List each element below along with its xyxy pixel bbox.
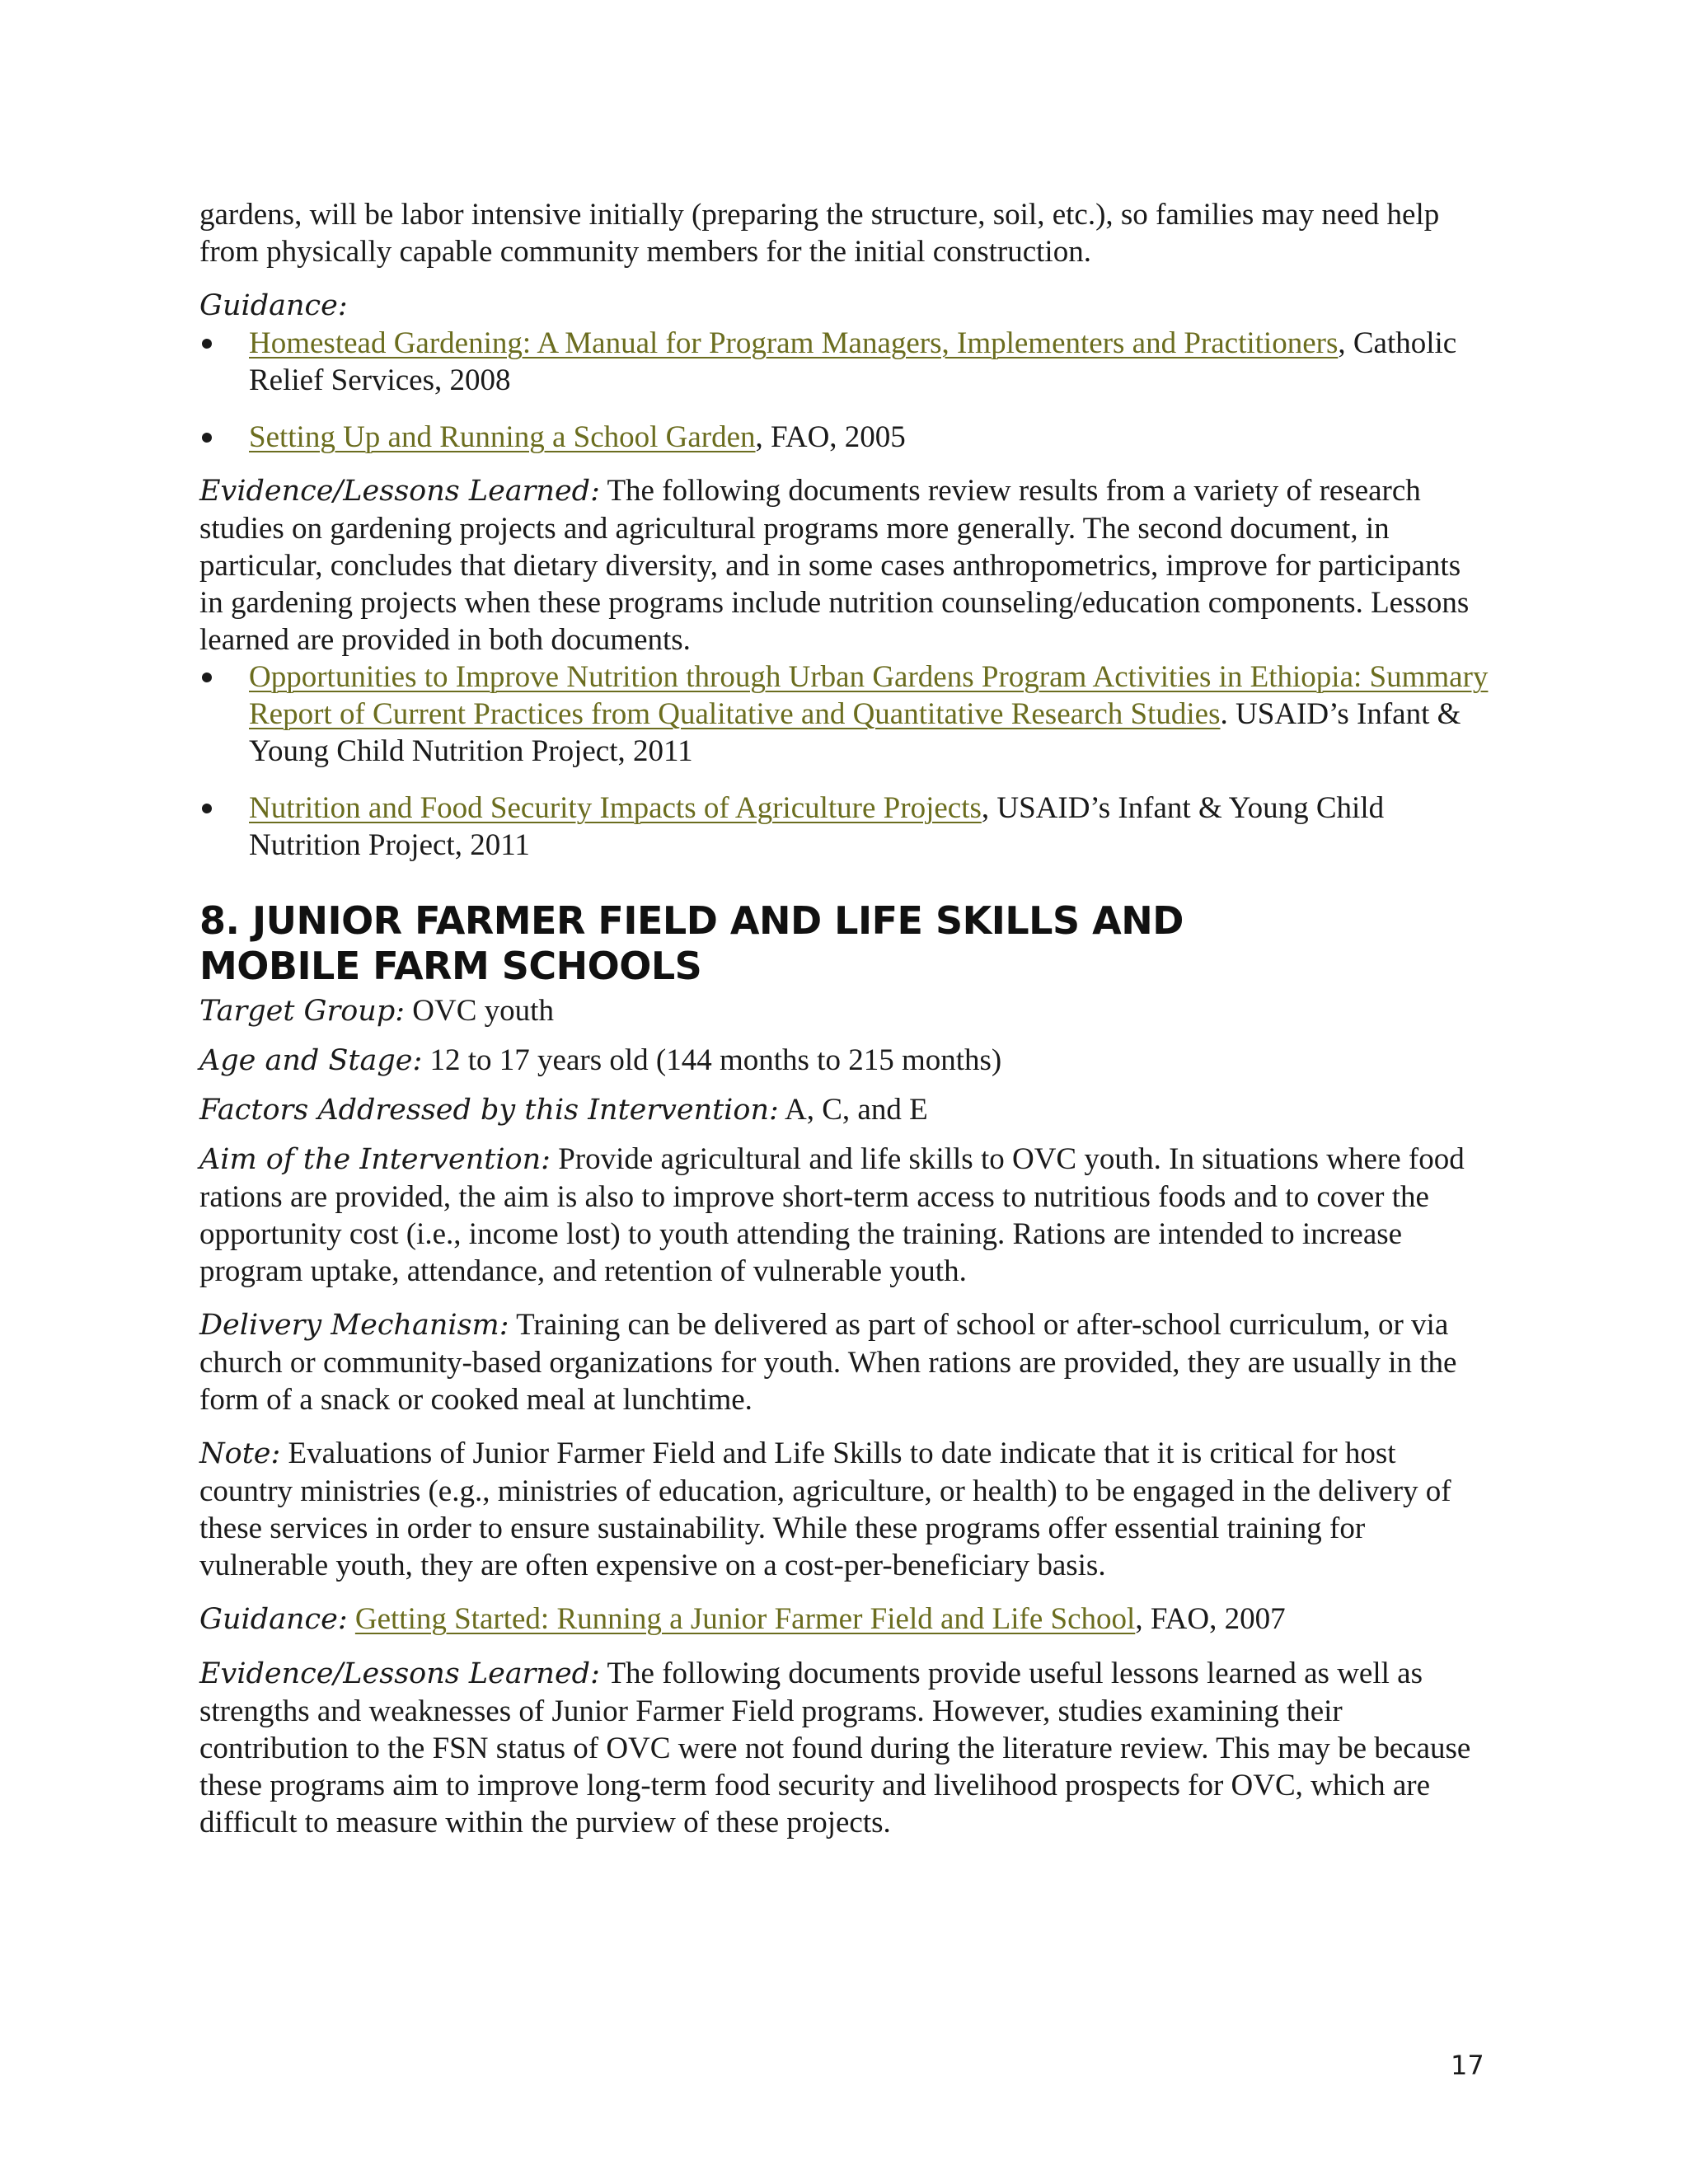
bullet-icon <box>202 673 212 682</box>
evidence-2-text: The following documents provide useful lessons learned as well as strengths and weaknesses of Junior Farmer Field programs. However, studies examining their contribution to the FSN status of OVC were not found during the literature review. This may be because these programs aim to improve long-term food security and livelihood prospects for OVC, which are difficult to measure within the purview of these projects. <box>199 1657 1471 1840</box>
reference-source: . USAID’s Infant & Young Child Nutrition Project, 2011 <box>249 697 1461 768</box>
target-group-label: Target Group: <box>199 995 406 1028</box>
list-item <box>199 419 1489 456</box>
aim-paragraph <box>199 1141 1489 1290</box>
reference-link[interactable]: Homestead Gardening: A Manual for Program Managers, Implementers and Practitioners <box>249 326 1339 360</box>
page-number: 17 <box>1451 2050 1484 2081</box>
delivery-text: Training can be delivered as part of school or after-school curriculum, or via church or community-based organizations for youth. When rations are provided, they are usually in the form of a snack or cooked meal at lunchtime. <box>199 1308 1457 1417</box>
age-stage-label: Age and Stage: <box>199 1044 423 1077</box>
guidance-2-label: Guidance: <box>199 1603 348 1636</box>
evidence-list <box>199 658 1489 864</box>
delivery-paragraph <box>199 1306 1489 1418</box>
evidence-paragraph <box>199 472 1489 658</box>
age-stage-text: 12 to 17 years old (144 months to 215 months) <box>422 1043 1002 1077</box>
reference-source: , FAO, 2007 <box>1135 1602 1286 1636</box>
note-paragraph <box>199 1435 1489 1584</box>
evidence-2-paragraph <box>199 1655 1489 1841</box>
delivery-label: Delivery Mechanism: <box>199 1309 509 1342</box>
age-stage-paragraph <box>199 1042 1489 1080</box>
bullet-icon <box>202 339 212 349</box>
intro-paragraph: gardens, will be labor intensive initially (preparing the structure, soil, etc.), so families may need help from physically capable community members for the initial construction. <box>199 198 1440 269</box>
target-group-text: OVC youth <box>405 994 554 1028</box>
note-label: Note: <box>199 1437 281 1470</box>
reference-link[interactable]: Setting Up and Running a School Garden <box>249 420 756 454</box>
guidance-heading <box>199 287 1489 325</box>
note-text: Evaluations of Junior Farmer Field and Life Skills to date indicate that it is critical for host country ministries (e.g., ministries of education, agriculture, or health) to be engaged in the delivery of these services in order to ensure sustainability. While these programs offer essential training for vulnerable youth, they are often expensive on a cost-per-beneficiary basis. <box>199 1436 1451 1582</box>
evidence-label: Evidence/Lessons Learned: <box>199 475 600 508</box>
factors-text: A, C, and E <box>778 1093 928 1127</box>
aim-text: Provide agricultural and life skills to OVC youth. In situations where food rations are provided, the aim is also to improve short-term access to nutritious foods and to cover the opportunity cost (i.e., income lost) to youth attending the training. Rations are intended to increase program uptake, attendance, and retention of vulnerable youth. <box>199 1142 1465 1288</box>
guidance-label: Guidance: <box>199 289 348 322</box>
section-heading: 8. JUNIOR FARMER FIELD AND LIFE SKILLS AND MOBILE FARM SCHOOLS <box>199 898 1184 988</box>
bullet-icon <box>202 804 212 813</box>
factors-label: Factors Addressed by this Intervention: <box>199 1094 779 1127</box>
document-page <box>199 196 1489 1841</box>
reference-link[interactable]: Opportunities to Improve Nutrition through Urban Gardens Program Activities in Ethiopia: Summary Report of Current Practices from Qualitative and Quantitative Research Studies <box>249 660 1489 731</box>
list-item <box>199 325 1489 399</box>
reference-link[interactable]: Getting Started: Running a Junior Farmer Field and Life School <box>354 1602 1136 1636</box>
target-group-paragraph <box>199 992 1489 1030</box>
evidence-text: The following documents review results from a variety of research studies on gardening projects and agricultural programs more generally. The second document, in particular, concludes that dietary diversity, and in some cases anthropometrics, improve for participants in gardening projects when these programs include nutrition counseling/education components. Lessons learned are provided in both documents. <box>199 474 1470 657</box>
list-item <box>199 790 1489 864</box>
aim-label: Aim of the Intervention: <box>199 1143 551 1176</box>
bullet-icon <box>202 433 212 443</box>
list-item <box>199 658 1489 770</box>
guidance-2-paragraph <box>199 1601 1489 1638</box>
guidance-list <box>199 325 1489 456</box>
reference-source: , USAID’s Infant & Young Child Nutrition Project, 2011 <box>249 791 1385 862</box>
reference-source: , Catholic Relief Services, 2008 <box>249 326 1457 397</box>
factors-paragraph <box>199 1091 1489 1129</box>
reference-source: , FAO, 2005 <box>755 420 906 454</box>
evidence-2-label: Evidence/Lessons Learned: <box>199 1657 600 1690</box>
reference-link[interactable]: Nutrition and Food Security Impacts of Agriculture Projects <box>249 791 982 825</box>
